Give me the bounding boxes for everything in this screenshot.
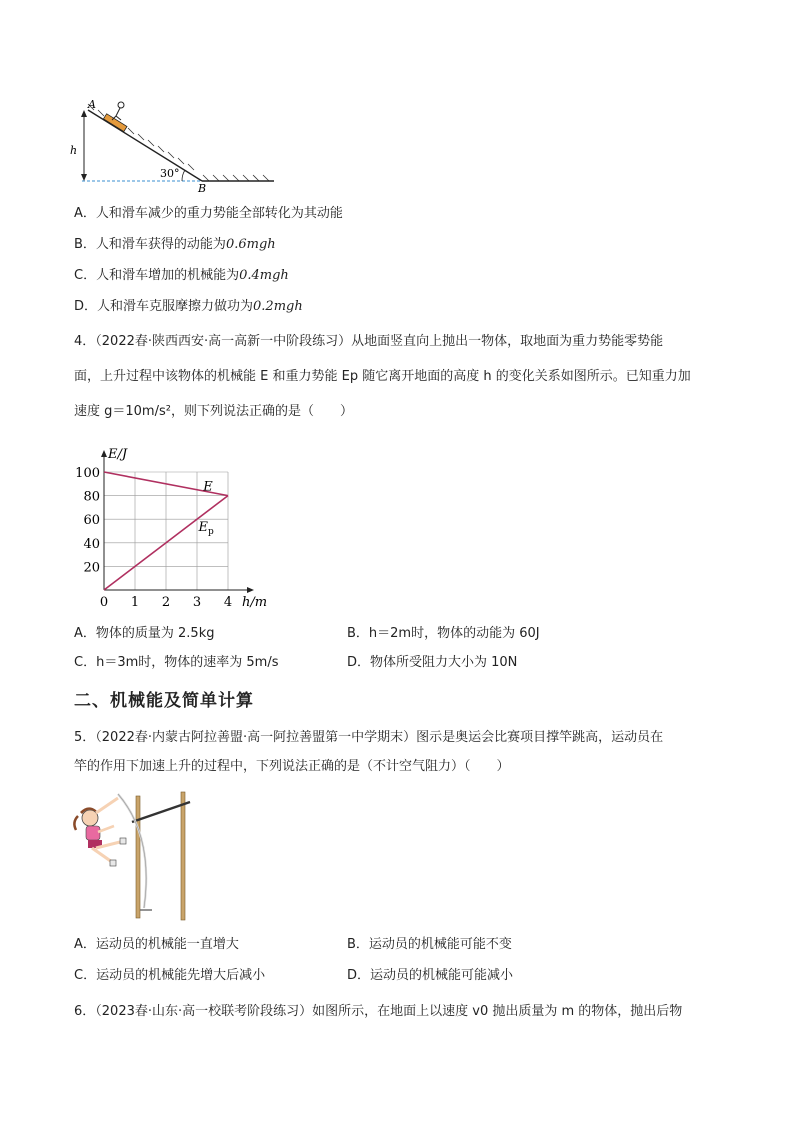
q4-option-d: D．物体所受阻力大小为 10N bbox=[347, 655, 518, 670]
option-math: 0.2mgh bbox=[253, 299, 303, 314]
series-label-e: E bbox=[203, 479, 213, 495]
y-tick-label: 60 bbox=[83, 513, 100, 529]
q5-option-c: C．运动员的机械能先增大后减小 bbox=[74, 968, 266, 983]
x-axis-label: h/m bbox=[242, 595, 268, 610]
q4-stem-line2: 面，上升过程中该物体的机械能 E 和重力势能 Ep 随它离开地面的高度 h 的变化关系如图所示。已知重力加 bbox=[74, 369, 691, 384]
option-text: 人和滑车增加的机械能为 bbox=[96, 268, 240, 283]
label-h: h bbox=[70, 144, 78, 157]
q3-option-a bbox=[74, 205, 343, 223]
y-axis-label: E/J bbox=[108, 447, 128, 462]
q5-option-b: B．运动员的机械能可能不变 bbox=[347, 937, 512, 952]
option-text: 人和滑车获得的动能为 bbox=[95, 237, 226, 252]
option-math: 0.6mgh bbox=[225, 237, 276, 252]
y-tick-label: 100 bbox=[75, 466, 100, 481]
q5-stem-line1: 5．（2022春·内蒙古阿拉善盟·高一阿拉善盟第一中学期末）图示是奥运会比赛项目撑竿跳高，运动员在 bbox=[74, 730, 664, 745]
y-tick-label: 40 bbox=[83, 536, 100, 552]
incline-figure bbox=[64, 96, 284, 192]
x-tick-label: 1 bbox=[130, 595, 140, 610]
q5-option-a: A．运动员的机械能一直增大 bbox=[74, 937, 239, 952]
label-angle: 30° bbox=[160, 167, 180, 180]
x-tick-label: 0 bbox=[99, 595, 109, 610]
series-label-ep: $E_p$ bbox=[198, 520, 214, 537]
label-A: A bbox=[88, 98, 96, 111]
pole-vault-figure bbox=[66, 786, 206, 926]
q3-option-d bbox=[74, 298, 303, 316]
energy-height-chart bbox=[70, 432, 280, 612]
section-title: 二、机械能及简单计算 bbox=[74, 691, 254, 711]
x-tick-label: 2 bbox=[161, 595, 171, 610]
y-tick-label: 20 bbox=[83, 560, 100, 576]
q5-stem-line2: 竿的作用下加速上升的过程中，下列说法正确的是（不计空气阻力）（ ） bbox=[74, 759, 510, 774]
q4-stem-line3: 速度 g＝10m/s²，则下列说法正确的是（ ） bbox=[74, 404, 353, 419]
option-letter: B． bbox=[74, 237, 96, 252]
x-tick-label: 3 bbox=[192, 595, 202, 610]
q3-option-c bbox=[74, 267, 289, 285]
q3-option-b bbox=[74, 236, 276, 254]
q4-option-b: B．h＝2m时，物体的动能为 60J bbox=[347, 626, 540, 641]
y-tick-label: 80 bbox=[83, 489, 100, 505]
q5-option-d: D．运动员的机械能可能减小 bbox=[347, 968, 514, 983]
option-text: 人和滑车减少的重力势能全部转化为其动能 bbox=[95, 206, 343, 221]
q4-stem-line1: 4．（2022春·陕西西安·高一高新一中阶段练习）从地面竖直向上抛出一物体，取地面为重力势能零势能 bbox=[74, 334, 664, 349]
option-text: 人和滑车克服摩擦力做功为 bbox=[97, 299, 254, 314]
option-letter: D． bbox=[74, 299, 98, 314]
y-axis-arrow bbox=[101, 450, 107, 457]
q6-stem-line1: 6．（2023春·山东·高一校联考阶段练习）如图所示，在地面上以速度 v0 抛出质量为 m 的物体，抛出后物 bbox=[74, 1004, 683, 1019]
option-letter: A． bbox=[74, 206, 96, 221]
q4-option-a: A．物体的质量为 2.5kg bbox=[74, 626, 215, 641]
option-math: 0.4mgh bbox=[239, 268, 289, 283]
q4-option-c: C．h＝3m时，物体的速率为 5m/s bbox=[74, 655, 279, 670]
option-letter: C． bbox=[74, 268, 97, 283]
x-tick-label: 4 bbox=[223, 595, 233, 610]
x-axis-arrow bbox=[247, 587, 254, 593]
label-B: B bbox=[198, 182, 207, 192]
